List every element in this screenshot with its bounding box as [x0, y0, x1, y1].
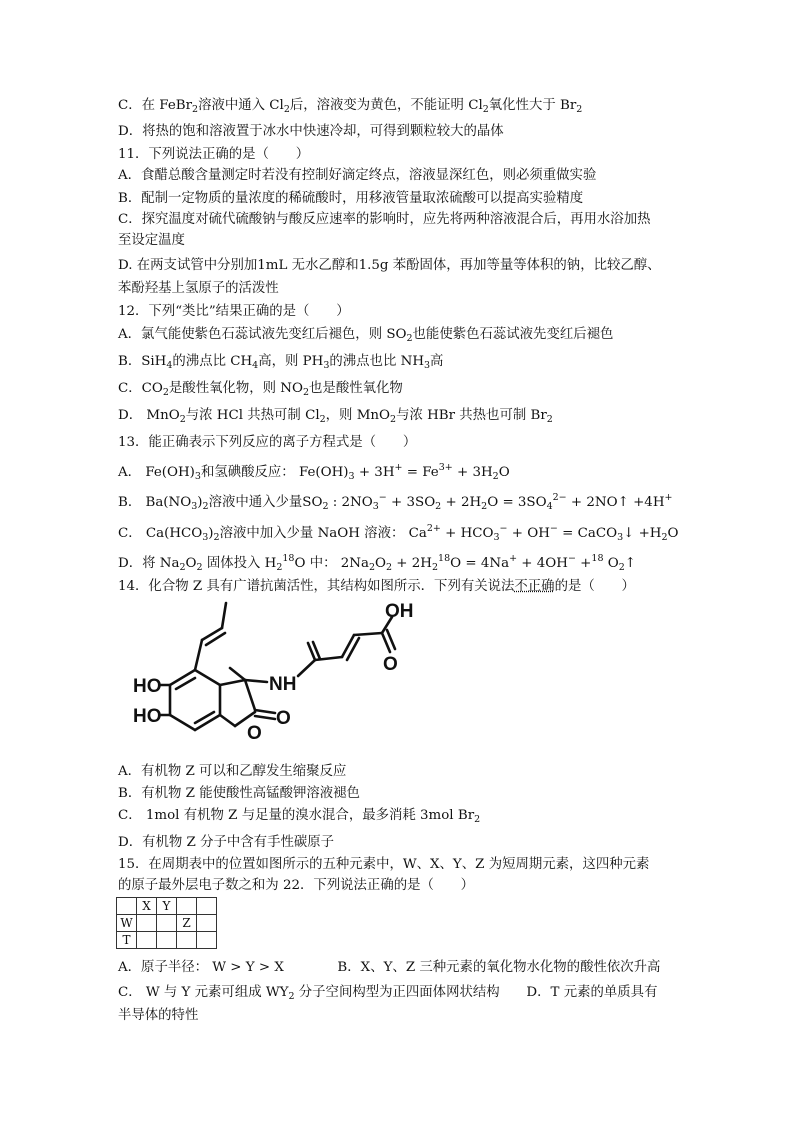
text-line-d13: D．将 $Na_2O_2$ 固体投入 $H_2^{18}O$ 中： $2Na_2O_2 + 2H_2^{18}O = 4Na^+ + 4OH^- +^{18}$ $O_2↑$	[118, 553, 637, 573]
text-line-c10: C．在 FeBr$_2$溶液中通入 $Cl_2$后，溶液变为黄色，不能证明 $Cl_2$氧化性大于 $Br_2$	[118, 98, 583, 115]
text-line-d14: D．有机物 Z 分子中含有手性碳原子	[118, 835, 335, 850]
text-line-c12: C．$CO_2$是酸性氧化物，则 $NO_2$也是酸性氧化物	[118, 381, 403, 398]
table-cell: X	[137, 898, 157, 915]
text-line-q14: 14．化合物 Z 具有广谱抗菌活性，其结构如图所示．下列有关说法不正确的是（ ）	[118, 579, 635, 594]
label-oh: OH	[385, 601, 414, 622]
text-line-c14: C． 1mol 有机物 Z 与足量的溴水混合，最多消耗 3mol $Br_2$	[118, 808, 481, 825]
text-line-a12: A．氯气能使紫色石蕊试液先变红后褪色，则 $SO_2$也能使紫色石蕊试液先变红后褪色	[118, 327, 614, 344]
text-line-d11a: D. 在两支试管中分别加1mL 无水乙醇和1.5g 苯酚固体，再加等量等体积的钠，比较乙醇、	[118, 258, 661, 273]
table-cell	[177, 932, 197, 949]
text-line-d10: D．将热的饱和溶液置于冰水中快速冷却，可得到颗粒较大的晶体	[118, 124, 504, 139]
table-cell	[137, 915, 157, 932]
text-line-a13: A． $Fe(OH)_3$和氢碘酸反应： $Fe(OH)_3 + 3H^+ = Fe^{3+} + 3H_2O$	[118, 462, 510, 482]
label-ring-o: O	[247, 723, 262, 744]
table-cell	[137, 932, 157, 949]
label-keto-o: O	[276, 708, 291, 729]
table-cell: Z	[177, 915, 197, 932]
text-line-b13: B． $Ba(NO_3)_2$溶液中通入少量$SO_2$ : $2NO_3^- + 3SO_2 + 2H_2O = 3SO_4^{2-}$ + 2NO↑ +4H+	[118, 492, 673, 512]
compound-z-structure	[130, 600, 440, 755]
text-line-c11b: 至设定温度	[118, 233, 185, 248]
label-acid-o: O	[383, 654, 398, 675]
text-line-q12: 12．下列“类比”结果正确的是（ ）	[118, 304, 350, 319]
text-line-q13: 13．能正确表示下列反应的离子方程式是（ ）	[118, 435, 417, 450]
table-cell: W	[117, 915, 137, 932]
table-cell	[157, 915, 177, 932]
table-cell	[197, 932, 217, 949]
text-line-b14: B．有机物 Z 能使酸性高锰酸钾溶液褪色	[118, 786, 360, 801]
text-line-c13: C． $Ca(HCO_3)_2$溶液中加入少量 NaOH 溶液： $Ca^{2+} + HCO_3^- + OH^-$ = CaCO$_3$↓ $+H_2O$	[118, 523, 679, 543]
label-ho-1: HO	[133, 676, 162, 697]
text-line-c11a: C．探究温度对硫代硫酸钠与酸反应速率的影响时，应先将两种溶液混合后，再用水浴加热	[118, 212, 651, 227]
text-line-a14: A．有机物 Z 可以和乙醇发生缩聚反应	[118, 764, 347, 779]
text-line-a11: A．食醋总酸含量测定时若没有控制好滴定终点，溶液显深红色，则必须重做实验	[118, 168, 597, 183]
table-cell: T	[117, 932, 137, 949]
table-cell: Y	[157, 898, 177, 915]
text-line-q15a: 15．在周期表中的位置如图所示的五种元素中，W、X、Y、Z 为短周期元素，这四种元素	[118, 857, 650, 872]
periodic-position-table	[116, 897, 217, 949]
text-line-q11: 11．下列说法正确的是（ ）	[118, 147, 310, 162]
table-cell	[157, 932, 177, 949]
table-cell	[117, 898, 137, 915]
text-line-d12: D． MnO$_2$与浓 HCl 共热可制 $Cl_2$，则 MnO$_2$与浓 HBr 共热也可制 $Br_2$	[118, 408, 553, 425]
label-nh: NH	[269, 674, 297, 695]
text-line-d11b: 苯酚羟基上氢原子的活泼性	[118, 281, 279, 296]
text-line-b12: B．SiH$_4$的沸点比 $CH_4$高，则 $PH_3$的沸点也比 $NH_3$高	[118, 354, 444, 371]
text-line-ab15: A．原子半径： W > Y > X B．X、Y、Z 三种元素的氧化物水化物的酸性依次升高	[118, 960, 661, 975]
text-line-b11: B．配制一定物质的量浓度的稀硫酸时，用移液管量取浓硫酸可以提高实验精度	[118, 191, 584, 206]
text-line-cd15a: C． W 与 Y 元素可组成 $WY_2$ 分子空间构型为正四面体网状结构 D．T 元素的单质具有	[118, 985, 658, 1002]
table-cell	[197, 898, 217, 915]
text-line-q15b: 的原子最外层电子数之和为 22．下列说法正确的是（ ）	[118, 878, 475, 893]
text-line-cd15b: 半导体的特性	[118, 1008, 199, 1023]
table-cell	[177, 898, 197, 915]
label-ho-2: HO	[133, 706, 162, 727]
table-cell	[197, 915, 217, 932]
